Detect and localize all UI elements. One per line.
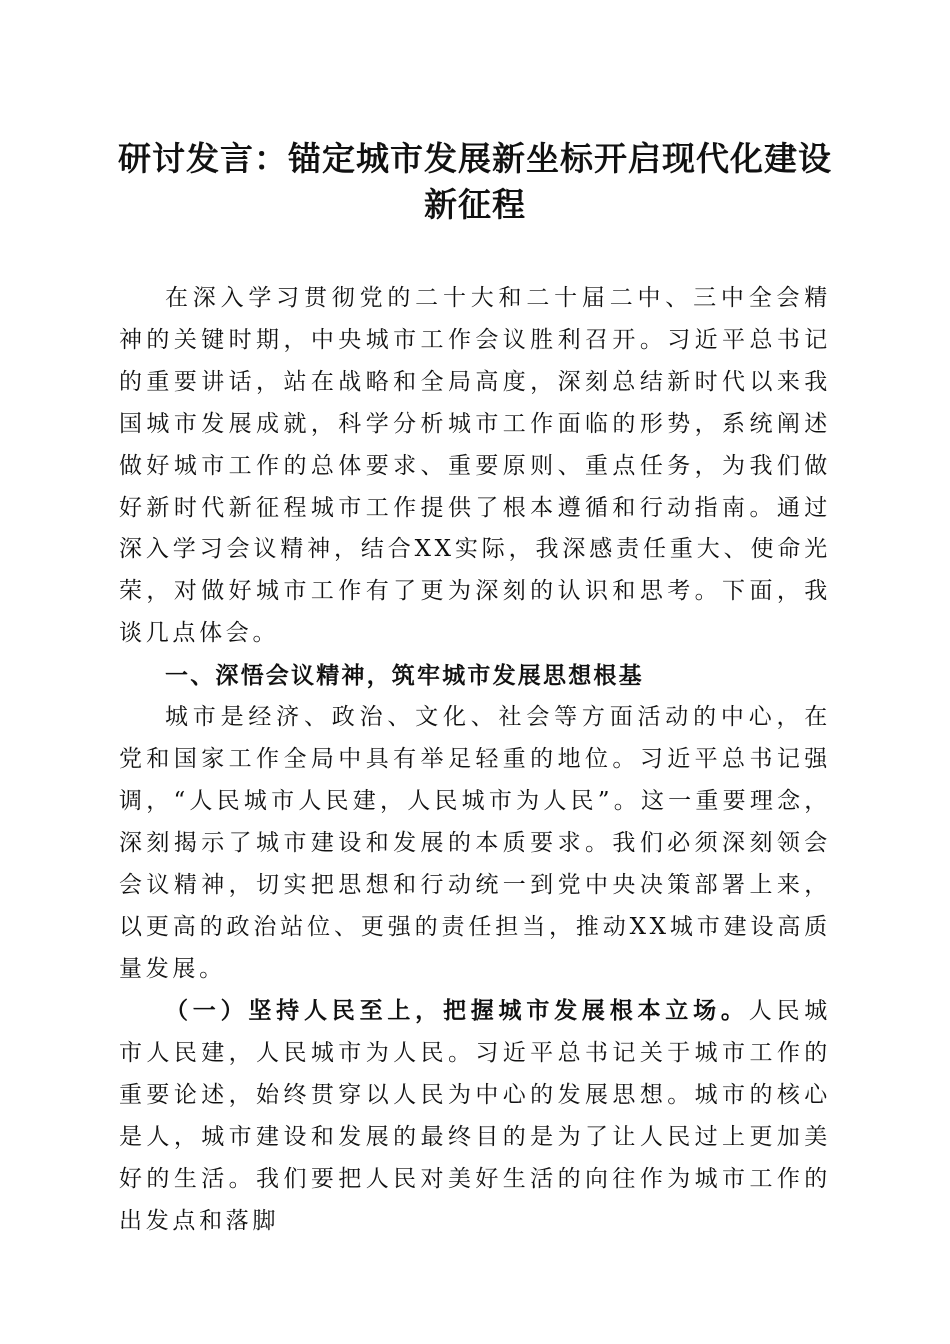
section-paragraph: 城市是经济、政治、文化、社会等方面活动的中心，在党和国家工作全局中具有举足轻重的地位。习近平总书记强调，“人民城市人民建，人民城市为人民”。这一重要理念，深刻揭示了城市建设和发展的本质要求。我们必须深刻领会会议精神，切实把思想和行动统一到党中央决策部署上来，以更高的政治站位、更强的责任担当，推动XX城市建设高质量发展。 xyxy=(119,704,831,982)
document-title: 研讨发言：锚定城市发展新坐标开启现代化建设新征程 xyxy=(118,139,832,224)
subsection-lead: （一）坚持人民至上，把握城市发展根本立场。 xyxy=(165,997,749,1025)
subsection-text: 人民城市人民建，人民城市为人民。习近平总书记关于城市工作的重要论述，始终贯穿以人民为中心的发展思想。城市的核心是人，城市建设和发展的最终目的是为了让人民过上更加美好的生活。我们要把人民对美好生活的向往作为城市工作的出发点和落脚 xyxy=(119,998,831,1234)
subsection-paragraph xyxy=(119,990,831,1242)
document-body xyxy=(119,278,831,1243)
section-heading: 一、深悟会议精神，筑牢城市发展思想根基 xyxy=(165,662,644,690)
intro-paragraph: 在深入学习贯彻党的二十大和二十届二中、三中全会精神的关键时期，中央城市工作会议胜利召开。习近平总书记的重要讲话，站在战略和全局高度，深刻总结新时代以来我国城市发展成就，科学分析城市工作面临的形势，系统阐述做好城市工作的总体要求、重要原则、重点任务，为我们做好新时代新征程城市工作提供了根本遵循和行动指南。通过深入学习会议精神，结合XX实际，我深感责任重大、使命光荣，对做好城市工作有了更为深刻的认识和思考。下面，我谈几点体会。 xyxy=(119,285,831,647)
